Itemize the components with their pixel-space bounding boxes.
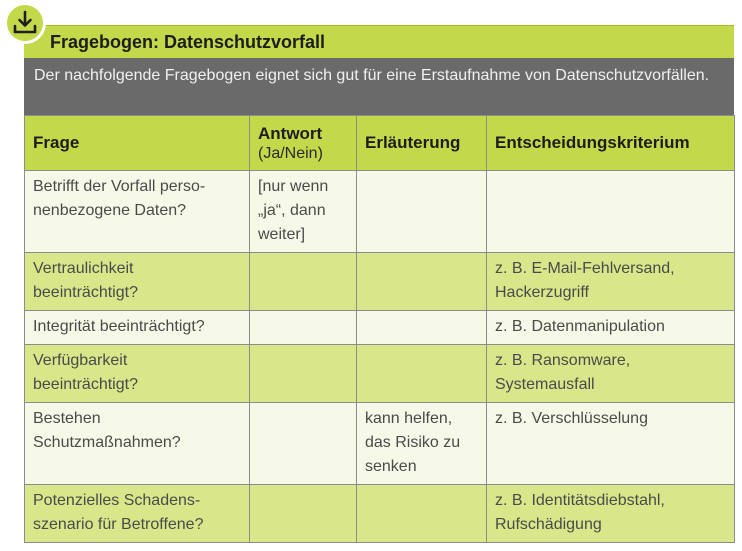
cell-erlaeuterung	[357, 171, 487, 253]
column-header-erlaeuterung: Erläuterung	[357, 116, 487, 171]
cell-kriterium: z. B. E-Mail-Fehlversand, Hackerzugriff	[487, 253, 735, 311]
column-header-antwort: Antwort (Ja/Nein)	[250, 116, 357, 171]
cell-kriterium: z. B. Verschlüsselung	[487, 403, 735, 485]
cell-frage: Vertraulichkeit beeinträchtigt?	[25, 253, 250, 311]
cell-frage: Bestehen Schutzmaßnahmen?	[25, 403, 250, 485]
table-row	[25, 345, 735, 403]
cell-erlaeuterung	[357, 311, 487, 345]
column-header-kriterium: Entscheidungskriterium	[487, 116, 735, 171]
cell-kriterium: z. B. Datenmanipulation	[487, 311, 735, 345]
cell-frage: Verfügbarkeit beeinträchtigt?	[25, 345, 250, 403]
cell-frage: Potenzielles Schadens- szenario für Betroffene?	[25, 485, 250, 543]
cell-erlaeuterung	[357, 253, 487, 311]
download-icon[interactable]	[4, 2, 46, 44]
table-row	[25, 485, 735, 543]
table-row	[25, 253, 735, 311]
cell-antwort	[250, 311, 357, 345]
cell-antwort	[250, 253, 357, 311]
cell-frage: Betrifft der Vorfall perso- nenbezogene Daten?	[25, 171, 250, 253]
cell-erlaeuterung	[357, 485, 487, 543]
cell-antwort	[250, 345, 357, 403]
cell-kriterium: z. B. Identitätsdiebstahl, Rufschädigung	[487, 485, 735, 543]
cell-kriterium	[487, 171, 735, 253]
cell-antwort	[250, 485, 357, 543]
download-arrow-icon	[11, 9, 39, 37]
questionnaire-box	[24, 25, 734, 543]
cell-erlaeuterung: kann helfen, das Risiko zu senken	[357, 403, 487, 485]
table-header-row	[25, 116, 735, 171]
cell-erlaeuterung	[357, 345, 487, 403]
table-row	[25, 171, 735, 253]
cell-kriterium: z. B. Ransomware, Systemausfall	[487, 345, 735, 403]
intro-text: Der nachfolgende Fragebogen eignet sich gut für eine Erstaufnahme von Datenschutzvorfällen.	[24, 58, 734, 115]
column-header-frage: Frage	[25, 116, 250, 171]
box-title: Fragebogen: Datenschutzvorfall	[24, 25, 734, 58]
cell-antwort: [nur wenn „ja“, dann weiter]	[250, 171, 357, 253]
column-header-antwort-sub: (Ja/Nein)	[258, 144, 323, 162]
cell-antwort	[250, 403, 357, 485]
cell-frage: Integrität beeinträchtigt?	[25, 311, 250, 345]
table-row	[25, 403, 735, 485]
table-row	[25, 311, 735, 345]
questionnaire-table	[24, 115, 735, 543]
